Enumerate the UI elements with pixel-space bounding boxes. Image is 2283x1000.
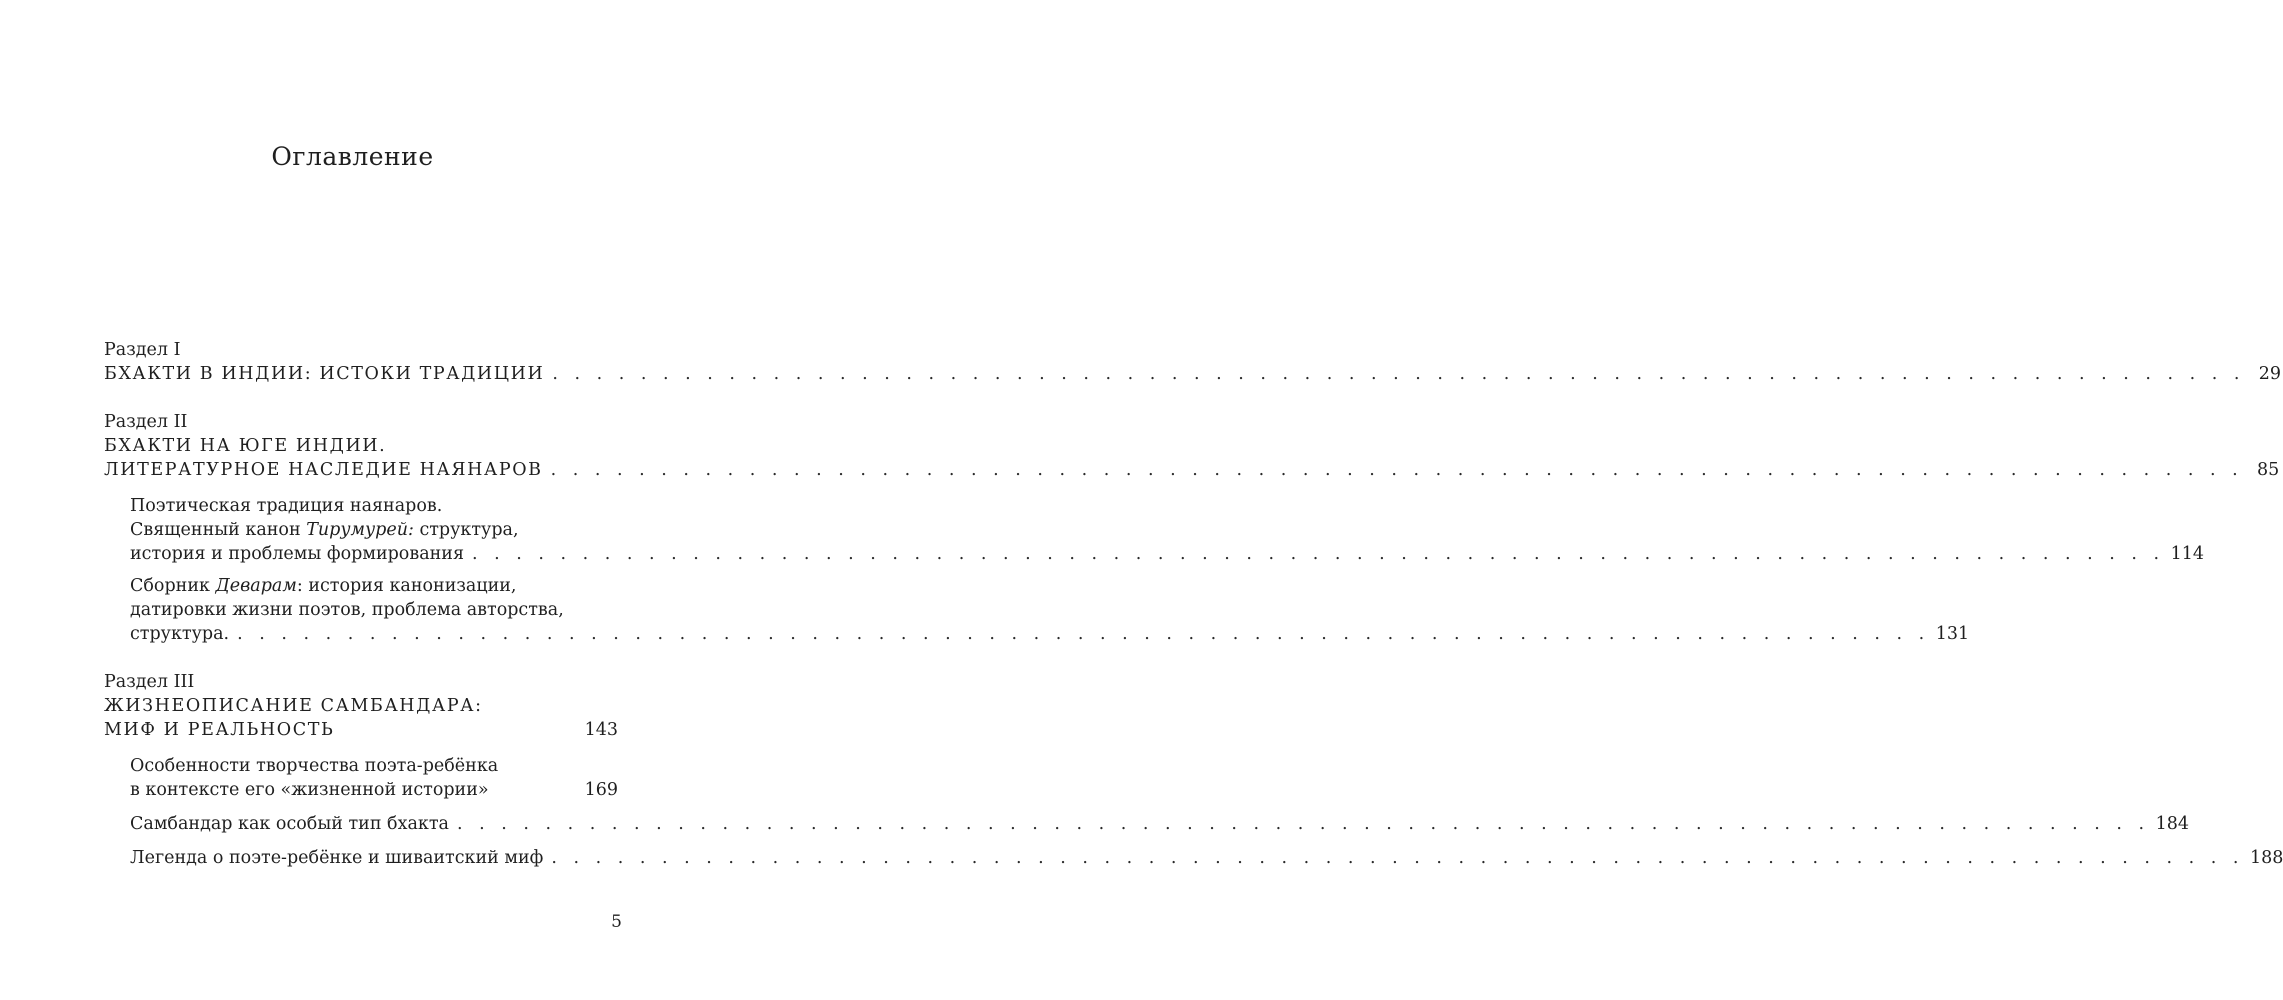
section-title: МИФ И РЕАЛЬНОСТЬ [104, 720, 335, 740]
page-ref: 143 [584, 720, 618, 740]
page-ref: 184 [2155, 814, 2189, 834]
toc-entry[interactable] [130, 622, 1970, 646]
subsection-line: структура. [130, 624, 230, 644]
subsection-line: история и проблемы формирования [130, 544, 464, 564]
page-ref: 188 [2249, 848, 2283, 868]
toc-entry[interactable] [130, 846, 2283, 870]
page-ref: 169 [584, 780, 618, 800]
subsection-line: Священный канон Тирумурей: структура, [130, 520, 519, 540]
subsection-line: в контексте его «жизненной истории» [130, 780, 489, 800]
page-ref: 29 [2258, 364, 2281, 384]
section-title: ЖИЗНЕОПИСАНИЕ САМБАНДАРА: [104, 696, 483, 716]
toc-entry[interactable] [104, 458, 2280, 482]
toc-entry[interactable] [130, 812, 2189, 836]
subsection-line: Поэтическая традиция наянаров. [130, 496, 443, 516]
toc-entry[interactable] [104, 362, 2281, 386]
page-ref: 131 [1935, 624, 1970, 644]
subsection-line: Сборник Деварам: история канонизации, [130, 576, 517, 596]
toc-entry[interactable] [104, 718, 618, 742]
table-of-contents [104, 0, 2283, 1000]
section-title: БХАКТИ В ИНДИИ: ИСТОКИ ТРАДИЦИИ [104, 364, 545, 384]
subsection-line: Особенности творчества поэта-ребёнка [130, 756, 499, 776]
page-title: Оглавление [271, 142, 434, 171]
dot-leader: . . . . . . . . . . . . . . . . . . . . . . . . . . . . . . . . . . . . . . . . . . . . . . . . . . . . . . . . . . . . . . . . . . . . . . . . . . . . . [550, 460, 2244, 480]
section-label: Раздел II [104, 412, 188, 432]
dot-leader: . . . . . . . . . . . . . . . . . . . . . . . . . . . . . . . . . . . . . . . . . . . . . . . . . . . . . . . . . . . . . . . . . . . . . . . . . . . . . [237, 624, 1930, 644]
toc-entry[interactable] [130, 542, 2205, 566]
dot-leader: . . . . . . . . . . . . . . . . . . . . . . . . . . . . . . . . . . . . . . . . . . . . . . . . . . . . . . . . . . . . . . . . . . . . . . . . . . . . . [551, 848, 2244, 868]
section-title: ЛИТЕРАТУРНОЕ НАСЛЕДИЕ НАЯНАРОВ [104, 460, 543, 480]
section-title: БХАКТИ НА ЮГЕ ИНДИИ. [104, 436, 387, 456]
page-ref: 114 [2170, 544, 2205, 564]
dot-leader: . . . . . . . . . . . . . . . . . . . . . . . . . . . . . . . . . . . . . . . . . . . . . . . . . . . . . . . . . . . . . . . . . . . . . . . . . . . . . [456, 814, 2150, 834]
subsection-line: Самбандар как особый тип бхакта [130, 814, 449, 834]
page-ref: 85 [2256, 460, 2280, 480]
section-label: Раздел I [104, 340, 181, 360]
page-number: 5 [611, 912, 622, 932]
section-label: Раздел III [104, 672, 195, 692]
dot-leader: . . . . . . . . . . . . . . . . . . . . . . . . . . . . . . . . . . . . . . . . . . . . . . . . . . . . . . . . . . . . . . . . . . . . . . . . . . . . . [552, 364, 2245, 384]
subsection-line: датировки жизни поэтов, проблема авторства, [130, 600, 564, 620]
subsection-line: Легенда о поэте-ребёнке и шиваитский миф [130, 848, 544, 868]
toc-entry[interactable] [130, 778, 618, 802]
dot-leader: . . . . . . . . . . . . . . . . . . . . . . . . . . . . . . . . . . . . . . . . . . . . . . . . . . . . . . . . . . . . . . . . . . . . . . . . . . . . . [472, 544, 2165, 564]
